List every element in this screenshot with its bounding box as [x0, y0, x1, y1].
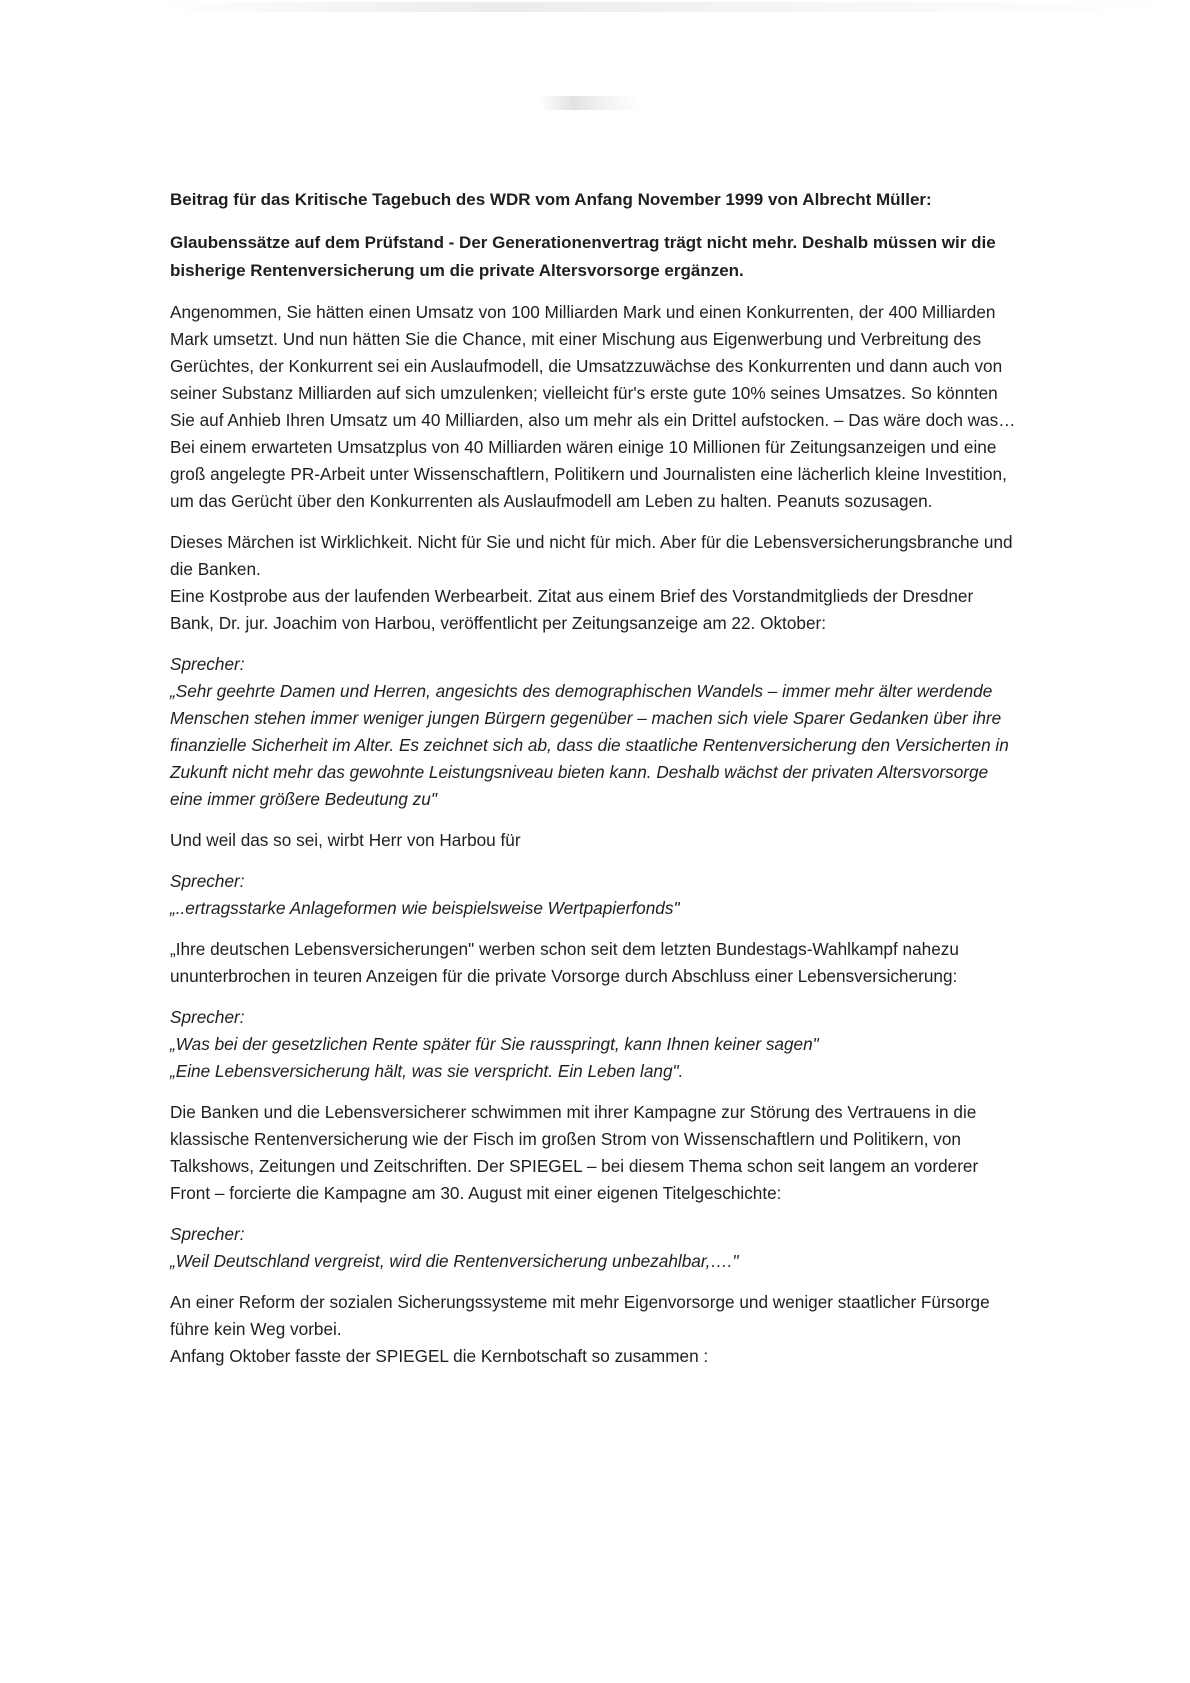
scan-artifact [160, 2, 1170, 12]
paragraph-reality-line2: Eine Kostprobe aus der laufenden Werbearbeit. Zitat aus einem Brief des Vorstandmitglieds der Dresdner Bank, Dr. jur. Joachim von Harbou, veröffentlicht per Zeitungsanzeige am 22. Oktober: [170, 586, 974, 633]
paragraph-reform-line2: Anfang Oktober fasste der SPIEGEL die Kernbotschaft so zusammen : [170, 1346, 709, 1366]
paragraph-lebensversicherungen: „Ihre deutschen Lebensversicherungen" werben schon seit dem letzten Bundestags-Wahlkampf nahezu ununterbrochen in teuren Anzeigen für die private Vorsorge durch Abschluss einer Lebensversicherung: [170, 939, 959, 986]
document-subheading: Glaubenssätze auf dem Prüfstand - Der Generationenvertrag trägt nicht mehr. Deshalb müssen wir die bisherige Rentenversicherung um die private Altersvorsorge ergänzen. [170, 233, 996, 280]
quote-text: „Weil Deutschland vergreist, wird die Rentenversicherung unbezahlbar,…." [170, 1251, 739, 1271]
document-heading: Beitrag für das Kritische Tagebuch des WDR vom Anfang November 1999 von Albrecht Müller: [170, 190, 932, 209]
speaker-label: Sprecher: [170, 654, 245, 674]
paragraph-reality-line1: Dieses Märchen ist Wirklichkeit. Nicht für Sie und nicht für mich. Aber für die Lebensversicherungsbranche und die Banken. [170, 532, 1013, 579]
paragraph-reality [170, 529, 1020, 637]
quote-text-line1: „Was bei der gesetzlichen Rente später für Sie rausspringt, kann Ihnen keiner sagen" [170, 1034, 819, 1054]
paragraph-spiegel-campaign: Die Banken und die Lebensversicherer schwimmen mit ihrer Kampagne zur Störung des Vertrauens in die klassische Rentenversicherung wie der Fisch im großen Strom von Wissenschaftlern und Politikern, von Talkshows, Zeitungen und Zeitschriften. Der SPIEGEL – bei diesem Thema schon seit langem an vorderer Front – forcierte die Kampagne am 30. August mit einer eigenen Titelgeschichte: [170, 1102, 979, 1203]
quote-dresdner-bank [170, 651, 1020, 813]
paragraph-reform [170, 1289, 1020, 1370]
paragraph-harbou: Und weil das so sei, wirbt Herr von Harbou für [170, 830, 521, 850]
quote-wertpapierfonds [170, 868, 1020, 922]
speaker-label: Sprecher: [170, 1007, 245, 1027]
quote-lebensversicherung-ads [170, 1004, 1020, 1085]
scan-artifact-mark [540, 96, 640, 110]
paragraph-intro: Angenommen, Sie hätten einen Umsatz von 100 Milliarden Mark und einen Konkurrenten, der 400 Milliarden Mark umsetzt. Und nun hätten Sie die Chance, mit einer Mischung aus Eigenwerbung und Verbreitung des Gerüchtes, der Konkurrent sei ein Auslaufmodell, die Umsatzzuwächse des Konkurrenten und dann auch von seiner Substanz Milliarden auf sich umzulenken; vielleicht für's erste gute 10% seines Umsatzes. So könnten Sie auf Anhieb Ihren Umsatz um 40 Milliarden, also um mehr als ein Drittel aufstocken. – Das wäre doch was… Bei einem erwarteten Umsatzplus von 40 Milliarden wären einige 10 Millionen für Zeitungsanzeigen und eine groß angelegte PR-Arbeit unter Wissenschaftlern, Politikern und Journalisten eine lächerlich kleine Investition, um das Gerücht über den Konkurrenten als Auslaufmodell am Leben zu halten. Peanuts sozusagen. [170, 302, 1016, 511]
quote-text: „..ertragsstarke Anlageformen wie beispielsweise Wertpapierfonds" [170, 898, 680, 918]
speaker-label: Sprecher: [170, 1224, 245, 1244]
quote-spiegel [170, 1221, 1020, 1275]
speaker-label: Sprecher: [170, 871, 245, 891]
quote-text: „Sehr geehrte Damen und Herren, angesichts des demographischen Wandels – immer mehr älter werdende Menschen stehen immer weniger jungen Bürgern gegenüber – machen sich viele Sparer Gedanken über ihre finanzielle Sicherheit im Alter. Es zeichnet sich ab, dass die staatliche Rentenversicherung den Versicherten in Zukunft nicht mehr das gewohnte Leistungsniveau bieten kann. Deshalb wächst der privaten Altersvorsorge eine immer größere Bedeutung zu" [170, 681, 1009, 809]
paragraph-reform-line1: An einer Reform der sozialen Sicherungssysteme mit mehr Eigenvorsorge und weniger staatlicher Fürsorge führe kein Weg vorbei. [170, 1292, 990, 1339]
quote-text-line2: „Eine Lebensversicherung hält, was sie verspricht. Ein Leben lang". [170, 1061, 684, 1081]
document-body [170, 186, 1020, 1384]
